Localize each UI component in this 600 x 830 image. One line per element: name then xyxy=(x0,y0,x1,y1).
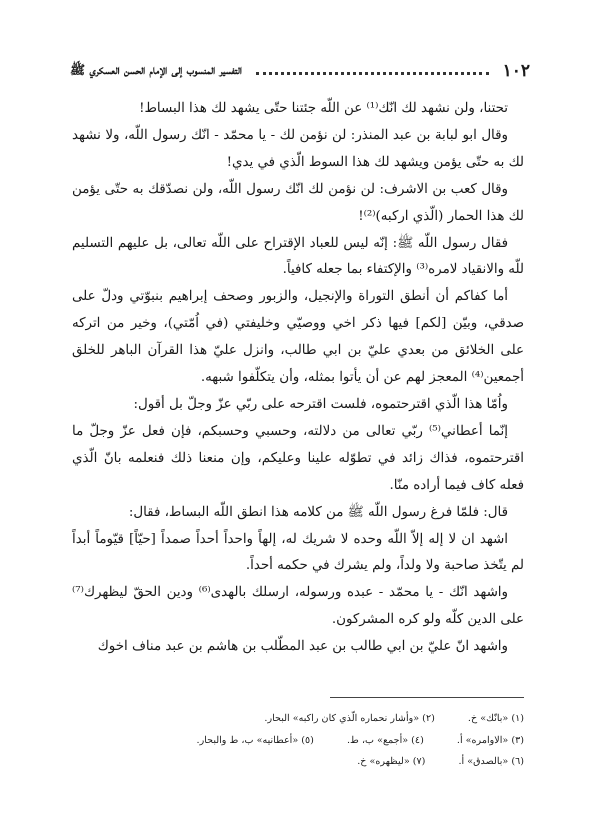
paragraph: وقال كعب بن الاشرف: لن نؤمن لك انّك رسول اللّه، ولن نصدّقك به حتّى يؤمن لك هذا الحمار (الّذي اركبه)⁽²⁾! xyxy=(72,181,524,224)
footnote: (٤) «أجمع» ب، ط. xyxy=(346,734,424,746)
header-dotted-rule xyxy=(256,72,489,75)
footnote: (٣) «الاوامره» أ. xyxy=(456,734,524,746)
paragraph: إنّما أعطاني⁽⁵⁾ ربّي تعالى من دلالته، وحسبي وحسبكم، فإن فعل عزّ وجلّ ما اقترحتموه، فذاك زائد في تطوّله علينا وعليكم، وإن منعنا ذلك فنعلمه بانّ الّذي فعله كاف فيما أراده منّا. xyxy=(72,423,524,493)
running-title: التفسير المنسوب إلى الإمام الحسن العسكري ﷺ xyxy=(70,61,242,77)
footnotes xyxy=(72,708,524,773)
footnote-divider xyxy=(330,697,524,698)
paragraph: واشهد انّك - يا محمّد - عبده ورسوله، ارسلك بالهدى⁽⁶⁾ ودين الحقّ ليظهرك⁽⁷⁾ على الدين كلّه ولو كره المشركون. xyxy=(72,585,524,628)
footnote: (٢) «وأشار نحماره الّذي كان راكبه» البحار. xyxy=(264,713,435,724)
paragraph: واُمّا هذا الّذي اقترحتموه، فلست اقترحه على ربّي عزّ وجلّ بل أقول: xyxy=(133,396,508,412)
paragraph: تحتنا، ولن نشهد لك انّك⁽¹⁾ عن اللّه جئتنا حتّى يشهد لك هذا البساط! xyxy=(139,101,508,116)
footnote: (٧) «ليظهره» خ. xyxy=(357,756,426,767)
footnote-line xyxy=(72,708,524,730)
footnote-line xyxy=(72,730,524,752)
footnote: (٥) «أعطانيه» ب، ط والبحار. xyxy=(196,734,314,746)
paragraph: قال: فلمّا فرغ رسول اللّه ﷺ من كلامه هذا انطق اللّه البساط، فقال: xyxy=(128,504,508,520)
paragraph: وقال ابو لبابة بن عبد المنذر: لن نؤمن لك - يا محمّد - انّك رسول اللّه، ولا نشهد لك به حتّى يؤمن ويشهد لك هذا السوط الّذي في يدي! xyxy=(72,127,524,170)
paragraph: أما كفاكم أن أنطق التوراة والإنجيل، والزبور وصحف إبراهيم بنبوّتي ودلّ على صدقي، وبيّن [لكم] فيها ذكر اخي ووصيّي وخليفتي (في اُمّتي)، وخير من اتركه على الخلائق من بعدي عليّ بن ابي طالب، وانزل عليّ هذا القرآن الباهر للخلق أجمعين⁽⁴⁾ المعجز لهم عن أن يأتوا بمثله، وأن يتكلّفوا شبهه. xyxy=(72,289,524,386)
paragraph: فقال رسول اللّه ﷺ: إنّه ليس للعباد الإقتراح على اللّه تعالى، بل عليهم التسليم للّه والانقياد لامره⁽³⁾ والإكتفاء بما جعله كافياً. xyxy=(72,235,524,278)
body-text xyxy=(72,96,524,661)
page-header xyxy=(70,58,530,84)
page-number: ١٠٢ xyxy=(502,61,530,81)
paragraph: واشهد انّ عليّ بن ابي طالب بن عبد المطّلب بن هاشم بن عبد مناف اخوك xyxy=(97,639,508,655)
footnote-line xyxy=(72,751,524,773)
footnote: (٦) «بالصدق» أ. xyxy=(458,756,524,767)
paragraph: اشهد ان لا إله إلاّ اللّه وحده لا شريك له، إلهاً واحداً أحداً صمداً [حيّاً] قيّوماً أبداً لم يتّخذ صاحبة ولا ولداً، ولم يشرك في حكمه أحداً. xyxy=(72,531,524,574)
footnote: (١) «بانّك» خ. xyxy=(467,713,524,724)
